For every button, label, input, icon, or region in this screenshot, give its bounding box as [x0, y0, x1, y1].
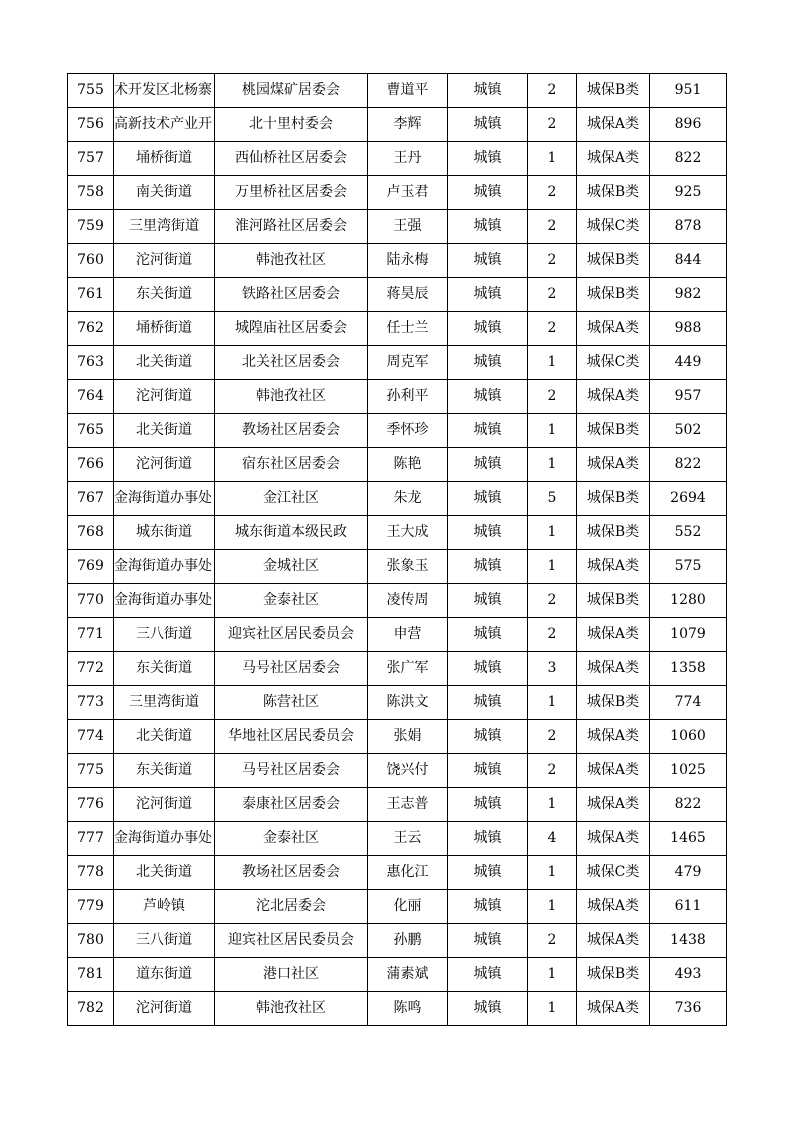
cell-area-type: 城镇: [448, 312, 528, 346]
cell-area-type: 城镇: [448, 346, 528, 380]
cell-street-office: 沱河街道: [114, 380, 215, 414]
cell-street-office: 金海街道办事处: [114, 584, 215, 618]
cell-record-number: 777: [68, 822, 114, 856]
cell-insurance-category: 城保A类: [577, 618, 650, 652]
cell-insurance-category: 城保B类: [577, 74, 650, 108]
cell-person-name: 张象玉: [368, 550, 448, 584]
cell-person-name: 陆永梅: [368, 244, 448, 278]
cell-household-members: 2: [528, 584, 577, 618]
cell-household-members: 4: [528, 822, 577, 856]
cell-amount: 982: [650, 278, 727, 312]
table-row: [68, 210, 727, 244]
cell-amount: 1280: [650, 584, 727, 618]
cell-street-office: 北关街道: [114, 346, 215, 380]
table-row: [68, 414, 727, 448]
cell-record-number: 759: [68, 210, 114, 244]
cell-community: 金江社区: [215, 482, 368, 516]
cell-insurance-category: 城保B类: [577, 584, 650, 618]
cell-person-name: 王强: [368, 210, 448, 244]
cell-street-office: 芦岭镇: [114, 890, 215, 924]
cell-area-type: 城镇: [448, 550, 528, 584]
cell-community: 金泰社区: [215, 822, 368, 856]
table-row: [68, 686, 727, 720]
cell-area-type: 城镇: [448, 958, 528, 992]
cell-person-name: 李辉: [368, 108, 448, 142]
cell-street-office: 南关街道: [114, 176, 215, 210]
cell-record-number: 773: [68, 686, 114, 720]
cell-insurance-category: 城保A类: [577, 380, 650, 414]
cell-community: 泰康社区居委会: [215, 788, 368, 822]
cell-record-number: 765: [68, 414, 114, 448]
cell-community: 华地社区居民委员会: [215, 720, 368, 754]
cell-area-type: 城镇: [448, 210, 528, 244]
cell-amount: 844: [650, 244, 727, 278]
table-row: [68, 482, 727, 516]
cell-amount: 822: [650, 142, 727, 176]
cell-person-name: 蒋昊辰: [368, 278, 448, 312]
cell-person-name: 周克军: [368, 346, 448, 380]
records-table-body: [68, 74, 727, 1026]
table-row: [68, 142, 727, 176]
cell-household-members: 2: [528, 924, 577, 958]
cell-area-type: 城镇: [448, 584, 528, 618]
cell-household-members: 1: [528, 448, 577, 482]
cell-insurance-category: 城保A类: [577, 924, 650, 958]
cell-insurance-category: 城保B类: [577, 176, 650, 210]
cell-insurance-category: 城保A类: [577, 822, 650, 856]
cell-area-type: 城镇: [448, 74, 528, 108]
cell-community: 北十里村委会: [215, 108, 368, 142]
cell-street-office: 术开发区北杨寨: [114, 74, 215, 108]
cell-amount: 502: [650, 414, 727, 448]
cell-area-type: 城镇: [448, 788, 528, 822]
table-row: [68, 992, 727, 1026]
cell-household-members: 1: [528, 346, 577, 380]
table-row: [68, 720, 727, 754]
cell-household-members: 2: [528, 176, 577, 210]
cell-insurance-category: 城保B类: [577, 516, 650, 550]
table-row: [68, 788, 727, 822]
cell-amount: 925: [650, 176, 727, 210]
cell-street-office: 三里湾街道: [114, 686, 215, 720]
cell-household-members: 2: [528, 754, 577, 788]
cell-insurance-category: 城保B类: [577, 278, 650, 312]
table-row: [68, 108, 727, 142]
cell-amount: 736: [650, 992, 727, 1026]
cell-record-number: 769: [68, 550, 114, 584]
cell-record-number: 774: [68, 720, 114, 754]
cell-person-name: 张娟: [368, 720, 448, 754]
cell-person-name: 季怀珍: [368, 414, 448, 448]
cell-street-office: 城东街道: [114, 516, 215, 550]
cell-record-number: 771: [68, 618, 114, 652]
records-table: [67, 73, 727, 1026]
cell-insurance-category: 城保B类: [577, 686, 650, 720]
cell-amount: 552: [650, 516, 727, 550]
cell-person-name: 王丹: [368, 142, 448, 176]
cell-insurance-category: 城保A类: [577, 992, 650, 1026]
cell-record-number: 775: [68, 754, 114, 788]
cell-amount: 611: [650, 890, 727, 924]
table-row: [68, 244, 727, 278]
cell-area-type: 城镇: [448, 142, 528, 176]
cell-record-number: 757: [68, 142, 114, 176]
cell-street-office: 三八街道: [114, 618, 215, 652]
table-row: [68, 176, 727, 210]
cell-street-office: 北关街道: [114, 720, 215, 754]
cell-person-name: 惠化江: [368, 856, 448, 890]
cell-insurance-category: 城保A类: [577, 754, 650, 788]
cell-area-type: 城镇: [448, 176, 528, 210]
cell-community: 教场社区居委会: [215, 414, 368, 448]
table-row: [68, 346, 727, 380]
cell-amount: 988: [650, 312, 727, 346]
cell-record-number: 761: [68, 278, 114, 312]
cell-community: 韩池孜社区: [215, 244, 368, 278]
cell-insurance-category: 城保A类: [577, 720, 650, 754]
cell-household-members: 1: [528, 686, 577, 720]
cell-household-members: 2: [528, 278, 577, 312]
cell-amount: 1025: [650, 754, 727, 788]
cell-insurance-category: 城保A类: [577, 652, 650, 686]
cell-record-number: 780: [68, 924, 114, 958]
cell-insurance-category: 城保C类: [577, 210, 650, 244]
cell-insurance-category: 城保A类: [577, 108, 650, 142]
cell-amount: 449: [650, 346, 727, 380]
cell-person-name: 申营: [368, 618, 448, 652]
cell-household-members: 1: [528, 414, 577, 448]
cell-community: 城隍庙社区居委会: [215, 312, 368, 346]
cell-street-office: 沱河街道: [114, 244, 215, 278]
cell-household-members: 2: [528, 618, 577, 652]
cell-person-name: 化丽: [368, 890, 448, 924]
cell-community: 港口社区: [215, 958, 368, 992]
cell-community: 迎宾社区居民委员会: [215, 924, 368, 958]
cell-community: 马号社区居委会: [215, 652, 368, 686]
cell-insurance-category: 城保B类: [577, 414, 650, 448]
cell-area-type: 城镇: [448, 448, 528, 482]
cell-person-name: 陈鸣: [368, 992, 448, 1026]
cell-amount: 878: [650, 210, 727, 244]
cell-record-number: 758: [68, 176, 114, 210]
cell-amount: 774: [650, 686, 727, 720]
cell-record-number: 764: [68, 380, 114, 414]
cell-record-number: 779: [68, 890, 114, 924]
cell-insurance-category: 城保C类: [577, 856, 650, 890]
cell-household-members: 5: [528, 482, 577, 516]
cell-street-office: 北关街道: [114, 414, 215, 448]
table-row: [68, 618, 727, 652]
cell-community: 宿东社区居委会: [215, 448, 368, 482]
cell-street-office: 高新技术产业开: [114, 108, 215, 142]
cell-household-members: 2: [528, 244, 577, 278]
cell-area-type: 城镇: [448, 822, 528, 856]
table-row: [68, 278, 727, 312]
cell-record-number: 772: [68, 652, 114, 686]
cell-community: 北关社区居委会: [215, 346, 368, 380]
cell-record-number: 768: [68, 516, 114, 550]
table-row: [68, 550, 727, 584]
cell-insurance-category: 城保C类: [577, 346, 650, 380]
cell-household-members: 1: [528, 856, 577, 890]
cell-area-type: 城镇: [448, 618, 528, 652]
cell-insurance-category: 城保A类: [577, 312, 650, 346]
cell-street-office: 金海街道办事处: [114, 822, 215, 856]
table-row: [68, 856, 727, 890]
cell-community: 城东街道本级民政: [215, 516, 368, 550]
table-row: [68, 958, 727, 992]
cell-record-number: 782: [68, 992, 114, 1026]
cell-insurance-category: 城保B类: [577, 244, 650, 278]
cell-person-name: 饶兴付: [368, 754, 448, 788]
table-row: [68, 516, 727, 550]
cell-record-number: 763: [68, 346, 114, 380]
cell-insurance-category: 城保B类: [577, 482, 650, 516]
cell-household-members: 1: [528, 992, 577, 1026]
cell-area-type: 城镇: [448, 244, 528, 278]
table-row: [68, 924, 727, 958]
cell-insurance-category: 城保A类: [577, 550, 650, 584]
cell-amount: 822: [650, 448, 727, 482]
cell-community: 韩池孜社区: [215, 380, 368, 414]
cell-household-members: 3: [528, 652, 577, 686]
cell-street-office: 道东街道: [114, 958, 215, 992]
cell-street-office: 东关街道: [114, 278, 215, 312]
cell-amount: 957: [650, 380, 727, 414]
cell-amount: 479: [650, 856, 727, 890]
cell-community: 马号社区居委会: [215, 754, 368, 788]
cell-area-type: 城镇: [448, 652, 528, 686]
cell-person-name: 王大成: [368, 516, 448, 550]
table-row: [68, 652, 727, 686]
cell-household-members: 2: [528, 108, 577, 142]
cell-insurance-category: 城保B类: [577, 958, 650, 992]
cell-area-type: 城镇: [448, 856, 528, 890]
cell-area-type: 城镇: [448, 278, 528, 312]
cell-street-office: 金海街道办事处: [114, 482, 215, 516]
table-row: [68, 822, 727, 856]
cell-area-type: 城镇: [448, 380, 528, 414]
cell-record-number: 776: [68, 788, 114, 822]
cell-street-office: 沱河街道: [114, 992, 215, 1026]
cell-person-name: 任士兰: [368, 312, 448, 346]
cell-street-office: 北关街道: [114, 856, 215, 890]
cell-area-type: 城镇: [448, 686, 528, 720]
cell-record-number: 778: [68, 856, 114, 890]
cell-community: 金泰社区: [215, 584, 368, 618]
cell-community: 铁路社区居委会: [215, 278, 368, 312]
cell-area-type: 城镇: [448, 414, 528, 448]
cell-person-name: 张广军: [368, 652, 448, 686]
table-row: [68, 890, 727, 924]
cell-household-members: 1: [528, 958, 577, 992]
cell-street-office: 三八街道: [114, 924, 215, 958]
cell-household-members: 2: [528, 210, 577, 244]
cell-household-members: 2: [528, 380, 577, 414]
cell-household-members: 1: [528, 788, 577, 822]
cell-area-type: 城镇: [448, 516, 528, 550]
cell-person-name: 蒲素斌: [368, 958, 448, 992]
cell-amount: 822: [650, 788, 727, 822]
cell-area-type: 城镇: [448, 108, 528, 142]
cell-household-members: 1: [528, 516, 577, 550]
cell-community: 淮河路社区居委会: [215, 210, 368, 244]
cell-street-office: 埇桥街道: [114, 312, 215, 346]
cell-amount: 1438: [650, 924, 727, 958]
cell-record-number: 766: [68, 448, 114, 482]
table-row: [68, 584, 727, 618]
cell-amount: 951: [650, 74, 727, 108]
cell-household-members: 2: [528, 720, 577, 754]
cell-household-members: 1: [528, 142, 577, 176]
cell-insurance-category: 城保A类: [577, 142, 650, 176]
table-row: [68, 448, 727, 482]
cell-record-number: 781: [68, 958, 114, 992]
cell-insurance-category: 城保A类: [577, 448, 650, 482]
cell-person-name: 王云: [368, 822, 448, 856]
table-row: [68, 74, 727, 108]
cell-community: 教场社区居委会: [215, 856, 368, 890]
cell-person-name: 陈艳: [368, 448, 448, 482]
cell-community: 沱北居委会: [215, 890, 368, 924]
cell-person-name: 曹道平: [368, 74, 448, 108]
cell-person-name: 王志普: [368, 788, 448, 822]
cell-street-office: 三里湾街道: [114, 210, 215, 244]
cell-area-type: 城镇: [448, 720, 528, 754]
cell-amount: 1079: [650, 618, 727, 652]
cell-amount: 493: [650, 958, 727, 992]
cell-street-office: 金海街道办事处: [114, 550, 215, 584]
cell-record-number: 755: [68, 74, 114, 108]
cell-community: 韩池孜社区: [215, 992, 368, 1026]
cell-community: 迎宾社区居民委员会: [215, 618, 368, 652]
cell-area-type: 城镇: [448, 754, 528, 788]
cell-street-office: 沱河街道: [114, 788, 215, 822]
cell-household-members: 1: [528, 890, 577, 924]
cell-person-name: 陈洪文: [368, 686, 448, 720]
cell-household-members: 2: [528, 312, 577, 346]
cell-household-members: 2: [528, 74, 577, 108]
cell-street-office: 埇桥街道: [114, 142, 215, 176]
cell-record-number: 760: [68, 244, 114, 278]
cell-insurance-category: 城保A类: [577, 890, 650, 924]
cell-area-type: 城镇: [448, 992, 528, 1026]
cell-street-office: 东关街道: [114, 652, 215, 686]
cell-person-name: 卢玉君: [368, 176, 448, 210]
cell-area-type: 城镇: [448, 924, 528, 958]
cell-street-office: 沱河街道: [114, 448, 215, 482]
cell-record-number: 767: [68, 482, 114, 516]
cell-record-number: 756: [68, 108, 114, 142]
cell-person-name: 孙鹏: [368, 924, 448, 958]
cell-community: 金城社区: [215, 550, 368, 584]
cell-amount: 1060: [650, 720, 727, 754]
cell-street-office: 东关街道: [114, 754, 215, 788]
cell-record-number: 762: [68, 312, 114, 346]
cell-amount: 2694: [650, 482, 727, 516]
cell-community: 桃园煤矿居委会: [215, 74, 368, 108]
cell-amount: 896: [650, 108, 727, 142]
cell-amount: 575: [650, 550, 727, 584]
table-row: [68, 312, 727, 346]
cell-area-type: 城镇: [448, 890, 528, 924]
table-row: [68, 754, 727, 788]
cell-person-name: 朱龙: [368, 482, 448, 516]
cell-household-members: 1: [528, 550, 577, 584]
cell-record-number: 770: [68, 584, 114, 618]
cell-area-type: 城镇: [448, 482, 528, 516]
cell-person-name: 孙利平: [368, 380, 448, 414]
cell-person-name: 凌传周: [368, 584, 448, 618]
cell-insurance-category: 城保A类: [577, 788, 650, 822]
cell-community: 万里桥社区居委会: [215, 176, 368, 210]
cell-amount: 1358: [650, 652, 727, 686]
cell-community: 西仙桥社区居委会: [215, 142, 368, 176]
table-row: [68, 380, 727, 414]
cell-amount: 1465: [650, 822, 727, 856]
cell-community: 陈营社区: [215, 686, 368, 720]
